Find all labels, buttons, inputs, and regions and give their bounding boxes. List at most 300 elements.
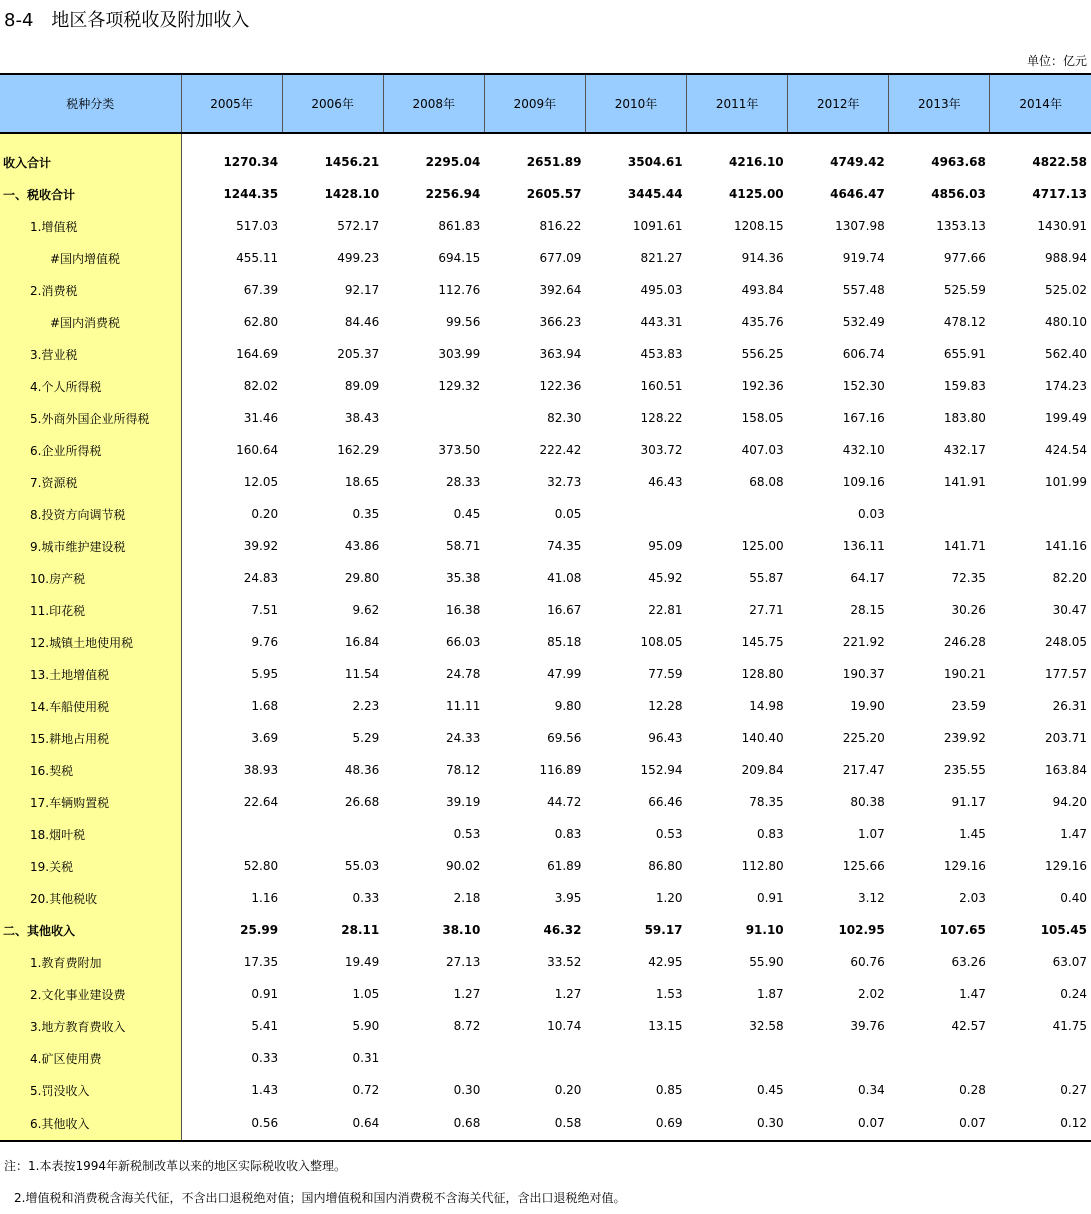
value-cell xyxy=(585,1042,686,1074)
value-cell: 24.33 xyxy=(445,731,481,745)
value-cell: 69.56 xyxy=(547,731,582,745)
value-cell: 41.75 xyxy=(1052,1019,1087,1033)
value-cell: 1430.91 xyxy=(1037,219,1087,233)
value-cell: 0.20 xyxy=(251,507,279,521)
value-cell: 22.81 xyxy=(648,603,683,617)
value-cell: 432.10 xyxy=(842,443,885,457)
value-cell: 4963.68 xyxy=(931,155,986,169)
value-cell: 0.53 xyxy=(453,827,481,841)
value-cell: 25.99 xyxy=(240,923,279,937)
value-cell: 209.84 xyxy=(741,763,784,777)
value-cell: 1.05 xyxy=(352,987,380,1001)
value-cell: 190.37 xyxy=(842,667,885,681)
value-cell: 39.92 xyxy=(243,539,279,553)
value-cell: 39.19 xyxy=(445,795,481,809)
value-cell: 52.80 xyxy=(243,859,279,873)
row-label: 20.其他税收 xyxy=(0,882,181,914)
value-cell: 221.92 xyxy=(842,635,885,649)
table-row xyxy=(0,133,1091,178)
value-cell: 1.16 xyxy=(251,891,279,905)
value-cell: 4822.58 xyxy=(1032,155,1087,169)
table-row xyxy=(0,402,1091,434)
value-cell: 92.17 xyxy=(344,283,380,297)
value-cell: 655.91 xyxy=(943,347,986,361)
value-cell: 159.83 xyxy=(943,379,986,393)
row-label: 二、其他收入 xyxy=(0,914,181,946)
value-cell: 303.72 xyxy=(640,443,683,457)
row-label: 1.增值税 xyxy=(0,210,181,242)
header-cell: 2012年 xyxy=(788,74,889,133)
value-cell: 78.12 xyxy=(445,763,481,777)
value-cell: 225.20 xyxy=(842,731,885,745)
value-cell: 19.90 xyxy=(850,699,885,713)
value-cell: 821.27 xyxy=(640,251,683,265)
value-cell: 1.07 xyxy=(858,827,885,841)
table-row xyxy=(0,466,1091,498)
value-cell: 532.49 xyxy=(842,315,885,329)
value-cell xyxy=(990,498,1091,530)
value-cell: 0.33 xyxy=(251,1051,279,1065)
value-cell: 2.03 xyxy=(959,891,986,905)
value-cell xyxy=(282,818,383,850)
header-cell: 2010年 xyxy=(585,74,686,133)
value-cell: 90.02 xyxy=(445,859,481,873)
table-row xyxy=(0,1042,1091,1074)
row-label: 5.外商外国企业所得税 xyxy=(0,402,181,434)
value-cell: 31.46 xyxy=(243,411,279,425)
table-row xyxy=(0,914,1091,946)
value-cell: 9.62 xyxy=(352,603,380,617)
value-cell: 48.36 xyxy=(344,763,380,777)
value-cell: 32.58 xyxy=(749,1019,784,1033)
row-label: 7.资源税 xyxy=(0,466,181,498)
value-cell: 572.17 xyxy=(337,219,380,233)
value-cell: 0.34 xyxy=(858,1083,885,1097)
value-cell: 14.98 xyxy=(749,699,784,713)
value-cell: 977.66 xyxy=(943,251,986,265)
value-cell: 74.35 xyxy=(547,539,582,553)
value-cell: 18.65 xyxy=(344,475,380,489)
value-cell: 5.90 xyxy=(352,1019,380,1033)
value-cell: 19.49 xyxy=(344,955,380,969)
value-cell: 0.28 xyxy=(959,1083,986,1097)
table-row xyxy=(0,658,1091,690)
value-cell: 517.03 xyxy=(236,219,279,233)
value-cell: 61.89 xyxy=(547,859,582,873)
table-header-row xyxy=(0,74,1091,133)
value-cell: 0.85 xyxy=(655,1083,683,1097)
value-cell: 80.38 xyxy=(850,795,885,809)
table-row xyxy=(0,306,1091,338)
row-label: 11.印花税 xyxy=(0,594,181,626)
value-cell: 199.49 xyxy=(1045,411,1087,425)
value-cell: 478.12 xyxy=(943,315,986,329)
value-cell: 239.92 xyxy=(943,731,986,745)
value-cell: 562.40 xyxy=(1045,347,1087,361)
value-cell: 4216.10 xyxy=(729,155,784,169)
value-cell: 136.11 xyxy=(842,539,885,553)
value-cell: 43.86 xyxy=(344,539,380,553)
value-cell: 235.55 xyxy=(943,763,986,777)
value-cell: 1.20 xyxy=(655,891,683,905)
value-cell: 3.69 xyxy=(251,731,279,745)
value-cell: 0.40 xyxy=(1060,891,1087,905)
value-cell xyxy=(181,818,282,850)
tax-table xyxy=(0,73,1091,1142)
value-cell: 0.69 xyxy=(585,1106,686,1141)
header-cell: 2009年 xyxy=(484,74,585,133)
value-cell: 988.94 xyxy=(1045,251,1087,265)
value-cell: 11.54 xyxy=(344,667,380,681)
value-cell: 0.53 xyxy=(655,827,683,841)
value-cell: 128.22 xyxy=(640,411,683,425)
row-label: 3.营业税 xyxy=(0,338,181,370)
value-cell: 2295.04 xyxy=(425,155,481,169)
value-cell: 72.35 xyxy=(951,571,986,585)
footnote: 2.增值税和消费税含海关代征，不含出口退税绝对值；国内增值税和国内消费税不含海关代征，含出口退税绝对值。 xyxy=(14,1191,626,1205)
table-row xyxy=(0,850,1091,882)
header-cell: 2008年 xyxy=(383,74,484,133)
unit-label: 单位：亿元 xyxy=(1026,54,1087,68)
value-cell: 205.37 xyxy=(337,347,380,361)
value-cell: 606.74 xyxy=(842,347,885,361)
value-cell: 67.39 xyxy=(243,283,279,297)
value-cell xyxy=(383,1042,484,1074)
value-cell: 203.71 xyxy=(1045,731,1087,745)
value-cell: 160.51 xyxy=(640,379,683,393)
header-cell: 税种分类 xyxy=(0,74,181,133)
value-cell: 0.20 xyxy=(554,1083,582,1097)
value-cell: 0.64 xyxy=(282,1106,383,1141)
value-cell: 68.08 xyxy=(749,475,784,489)
value-cell xyxy=(383,402,484,434)
value-cell: 85.18 xyxy=(547,635,582,649)
value-cell: 38.10 xyxy=(442,923,481,937)
value-cell: 0.91 xyxy=(251,987,279,1001)
value-cell: 1244.35 xyxy=(223,187,279,201)
row-label: 19.关税 xyxy=(0,850,181,882)
value-cell: 140.40 xyxy=(741,731,784,745)
header-cell: 2013年 xyxy=(889,74,990,133)
table-row xyxy=(0,562,1091,594)
value-cell: 1.68 xyxy=(251,699,279,713)
value-cell: 0.33 xyxy=(352,891,380,905)
header-cell: 2011年 xyxy=(687,74,788,133)
table-row xyxy=(0,370,1091,402)
value-cell: 0.27 xyxy=(1060,1083,1087,1097)
value-cell: 28.11 xyxy=(341,923,380,937)
table-row xyxy=(0,530,1091,562)
header-cell: 2005年 xyxy=(181,74,282,133)
value-cell: 2.23 xyxy=(352,699,380,713)
value-cell: 122.36 xyxy=(539,379,582,393)
value-cell: 366.23 xyxy=(539,315,582,329)
value-cell: 46.32 xyxy=(543,923,582,937)
value-cell: 107.65 xyxy=(939,923,986,937)
value-cell: 1.27 xyxy=(554,987,582,1001)
value-cell: 0.58 xyxy=(484,1106,585,1141)
table-row xyxy=(0,626,1091,658)
value-cell: 66.03 xyxy=(445,635,481,649)
value-cell: 1208.15 xyxy=(734,219,784,233)
value-cell: 17.35 xyxy=(243,955,279,969)
value-cell: 4125.00 xyxy=(729,187,784,201)
value-cell: 174.23 xyxy=(1045,379,1087,393)
value-cell: 373.50 xyxy=(438,443,481,457)
value-cell: 33.52 xyxy=(547,955,582,969)
row-label: 18.烟叶税 xyxy=(0,818,181,850)
value-cell: 38.93 xyxy=(243,763,279,777)
value-cell: 9.76 xyxy=(251,635,279,649)
value-cell: 1307.98 xyxy=(835,219,885,233)
value-cell: 141.91 xyxy=(943,475,986,489)
row-label: 2.消费税 xyxy=(0,274,181,306)
value-cell: 24.78 xyxy=(445,667,481,681)
value-cell: 89.09 xyxy=(344,379,380,393)
row-label: 12.城镇土地使用税 xyxy=(0,626,181,658)
value-cell: 86.80 xyxy=(648,859,683,873)
value-cell: 95.09 xyxy=(648,539,683,553)
value-cell: 47.99 xyxy=(547,667,582,681)
table-row xyxy=(0,338,1091,370)
value-cell: 919.74 xyxy=(842,251,885,265)
table-body xyxy=(0,133,1091,1141)
value-cell: 112.80 xyxy=(741,859,784,873)
value-cell: 248.05 xyxy=(1045,635,1087,649)
row-label: 1.教育费附加 xyxy=(0,946,181,978)
table-row xyxy=(0,722,1091,754)
value-cell: 99.56 xyxy=(445,315,481,329)
value-cell: 162.29 xyxy=(337,443,380,457)
value-cell: 1091.61 xyxy=(632,219,683,233)
table-row xyxy=(0,498,1091,530)
value-cell xyxy=(889,498,990,530)
value-cell: 392.64 xyxy=(539,283,582,297)
value-cell: 129.16 xyxy=(943,859,986,873)
row-label: 16.契税 xyxy=(0,754,181,786)
value-cell: 4717.13 xyxy=(1032,187,1087,201)
value-cell: 152.94 xyxy=(640,763,683,777)
value-cell: 125.00 xyxy=(741,539,784,553)
value-cell: 28.33 xyxy=(445,475,481,489)
value-cell: 44.72 xyxy=(547,795,582,809)
value-cell: 105.45 xyxy=(1040,923,1087,937)
value-cell: 303.99 xyxy=(438,347,481,361)
value-cell: 7.51 xyxy=(251,603,279,617)
table-row xyxy=(0,178,1091,210)
value-cell: 4749.42 xyxy=(830,155,885,169)
value-cell: 1.47 xyxy=(959,987,986,1001)
value-cell: 29.80 xyxy=(344,571,380,585)
value-cell: 455.11 xyxy=(236,251,279,265)
value-cell: 62.80 xyxy=(243,315,279,329)
row-label: 3.地方教育费收入 xyxy=(0,1010,181,1042)
value-cell xyxy=(585,498,686,530)
table-row xyxy=(0,818,1091,850)
row-label: 15.耕地占用税 xyxy=(0,722,181,754)
row-label: 9.城市维护建设税 xyxy=(0,530,181,562)
value-cell: 108.05 xyxy=(640,635,683,649)
value-cell: 0.35 xyxy=(352,507,380,521)
row-label: 6.企业所得税 xyxy=(0,434,181,466)
header-cell: 2014年 xyxy=(990,74,1091,133)
value-cell: 2651.89 xyxy=(526,155,582,169)
value-cell: 1.43 xyxy=(251,1083,279,1097)
value-cell: 63.26 xyxy=(951,955,986,969)
table-row xyxy=(0,1074,1091,1106)
value-cell: 0.56 xyxy=(181,1106,282,1141)
value-cell: 46.43 xyxy=(648,475,683,489)
value-cell: 217.47 xyxy=(842,763,885,777)
row-label: 4.个人所得税 xyxy=(0,370,181,402)
value-cell: 55.87 xyxy=(749,571,784,585)
value-cell: 152.30 xyxy=(842,379,885,393)
value-cell: 11.11 xyxy=(445,699,481,713)
value-cell: 499.23 xyxy=(337,251,380,265)
value-cell: 13.15 xyxy=(648,1019,683,1033)
value-cell: 1428.10 xyxy=(324,187,380,201)
value-cell: 66.46 xyxy=(648,795,683,809)
value-cell: 0.03 xyxy=(858,507,885,521)
value-cell: 9.80 xyxy=(554,699,582,713)
value-cell xyxy=(687,1042,788,1074)
value-cell: 12.28 xyxy=(648,699,683,713)
value-cell: 2.18 xyxy=(453,891,481,905)
value-cell: 78.35 xyxy=(749,795,784,809)
value-cell: 480.10 xyxy=(1045,315,1087,329)
value-cell: 0.45 xyxy=(453,507,481,521)
value-cell: 16.84 xyxy=(344,635,380,649)
value-cell: 0.12 xyxy=(990,1106,1091,1141)
value-cell: 556.25 xyxy=(741,347,784,361)
row-label: 4.矿区使用费 xyxy=(0,1042,181,1074)
row-label: 14.车船使用税 xyxy=(0,690,181,722)
value-cell: 163.84 xyxy=(1045,763,1087,777)
row-label: 13.土地增值税 xyxy=(0,658,181,690)
table-row xyxy=(0,978,1091,1010)
value-cell: 1353.13 xyxy=(936,219,986,233)
value-cell: 5.41 xyxy=(251,1019,279,1033)
value-cell: 2256.94 xyxy=(425,187,481,201)
value-cell: 55.90 xyxy=(749,955,784,969)
value-cell: 101.99 xyxy=(1045,475,1087,489)
row-label: #国内消费税 xyxy=(0,306,181,338)
value-cell: 82.02 xyxy=(243,379,279,393)
page-title: 8-4 地区各项税收及附加收入 xyxy=(4,10,250,31)
value-cell: 91.10 xyxy=(745,923,784,937)
value-cell: 495.03 xyxy=(640,283,683,297)
value-cell: 164.69 xyxy=(236,347,279,361)
value-cell: 109.16 xyxy=(842,475,885,489)
value-cell: 141.16 xyxy=(1045,539,1087,553)
table-row xyxy=(0,754,1091,786)
value-cell: 26.68 xyxy=(344,795,380,809)
value-cell: 0.31 xyxy=(352,1051,380,1065)
row-label: #国内增值税 xyxy=(0,242,181,274)
table-row xyxy=(0,210,1091,242)
value-cell: 45.92 xyxy=(648,571,683,585)
value-cell: 192.36 xyxy=(741,379,784,393)
value-cell: 28.15 xyxy=(850,603,885,617)
value-cell: 145.75 xyxy=(741,635,784,649)
table-row xyxy=(0,1010,1091,1042)
table-row xyxy=(0,274,1091,306)
value-cell: 2605.57 xyxy=(526,187,582,201)
table-row xyxy=(0,1106,1091,1141)
row-label: 一、税收合计 xyxy=(0,178,181,210)
value-cell: 94.20 xyxy=(1052,795,1087,809)
value-cell xyxy=(990,1042,1091,1074)
value-cell: 3504.61 xyxy=(627,155,683,169)
value-cell: 112.76 xyxy=(438,283,481,297)
value-cell: 0.30 xyxy=(687,1106,788,1141)
row-label: 10.房产税 xyxy=(0,562,181,594)
value-cell: 102.95 xyxy=(838,923,885,937)
value-cell: 0.72 xyxy=(352,1083,380,1097)
value-cell: 1.27 xyxy=(453,987,481,1001)
value-cell: 27.13 xyxy=(445,955,481,969)
value-cell xyxy=(788,1042,889,1074)
value-cell: 177.57 xyxy=(1045,667,1087,681)
value-cell xyxy=(484,1042,585,1074)
value-cell: 3.95 xyxy=(554,891,582,905)
value-cell: 16.67 xyxy=(547,603,582,617)
value-cell: 0.05 xyxy=(554,507,582,521)
value-cell: 16.38 xyxy=(445,603,481,617)
value-cell: 407.03 xyxy=(741,443,784,457)
value-cell: 1.87 xyxy=(756,987,784,1001)
value-cell: 0.83 xyxy=(554,827,582,841)
value-cell: 525.02 xyxy=(1045,283,1087,297)
value-cell: 63.07 xyxy=(1052,955,1087,969)
value-cell: 183.80 xyxy=(943,411,986,425)
value-cell: 1.45 xyxy=(959,827,986,841)
value-cell: 914.36 xyxy=(741,251,784,265)
value-cell: 694.15 xyxy=(438,251,481,265)
value-cell: 1456.21 xyxy=(324,155,380,169)
value-cell: 55.03 xyxy=(344,859,380,873)
table-row xyxy=(0,242,1091,274)
value-cell: 128.80 xyxy=(741,667,784,681)
value-cell: 32.73 xyxy=(547,475,582,489)
value-cell: 0.68 xyxy=(383,1106,484,1141)
value-cell: 129.32 xyxy=(438,379,481,393)
value-cell: 30.26 xyxy=(951,603,986,617)
value-cell: 363.94 xyxy=(539,347,582,361)
value-cell: 23.59 xyxy=(951,699,986,713)
value-cell: 1.53 xyxy=(655,987,683,1001)
value-cell: 82.30 xyxy=(547,411,582,425)
value-cell: 4646.47 xyxy=(830,187,885,201)
value-cell: 525.59 xyxy=(943,283,986,297)
value-cell: 125.66 xyxy=(842,859,885,873)
row-label: 6.其他收入 xyxy=(0,1106,181,1141)
value-cell: 432.17 xyxy=(943,443,986,457)
value-cell: 24.83 xyxy=(243,571,279,585)
value-cell: 677.09 xyxy=(539,251,582,265)
value-cell: 82.20 xyxy=(1052,571,1087,585)
table-row xyxy=(0,882,1091,914)
value-cell: 160.64 xyxy=(236,443,279,457)
table-row xyxy=(0,946,1091,978)
row-label: 2.文化事业建设费 xyxy=(0,978,181,1010)
value-cell: 5.29 xyxy=(352,731,380,745)
value-cell: 41.08 xyxy=(547,571,582,585)
table-row xyxy=(0,690,1091,722)
value-cell: 39.76 xyxy=(850,1019,885,1033)
value-cell: 64.17 xyxy=(850,571,885,585)
value-cell: 3445.44 xyxy=(627,187,683,201)
